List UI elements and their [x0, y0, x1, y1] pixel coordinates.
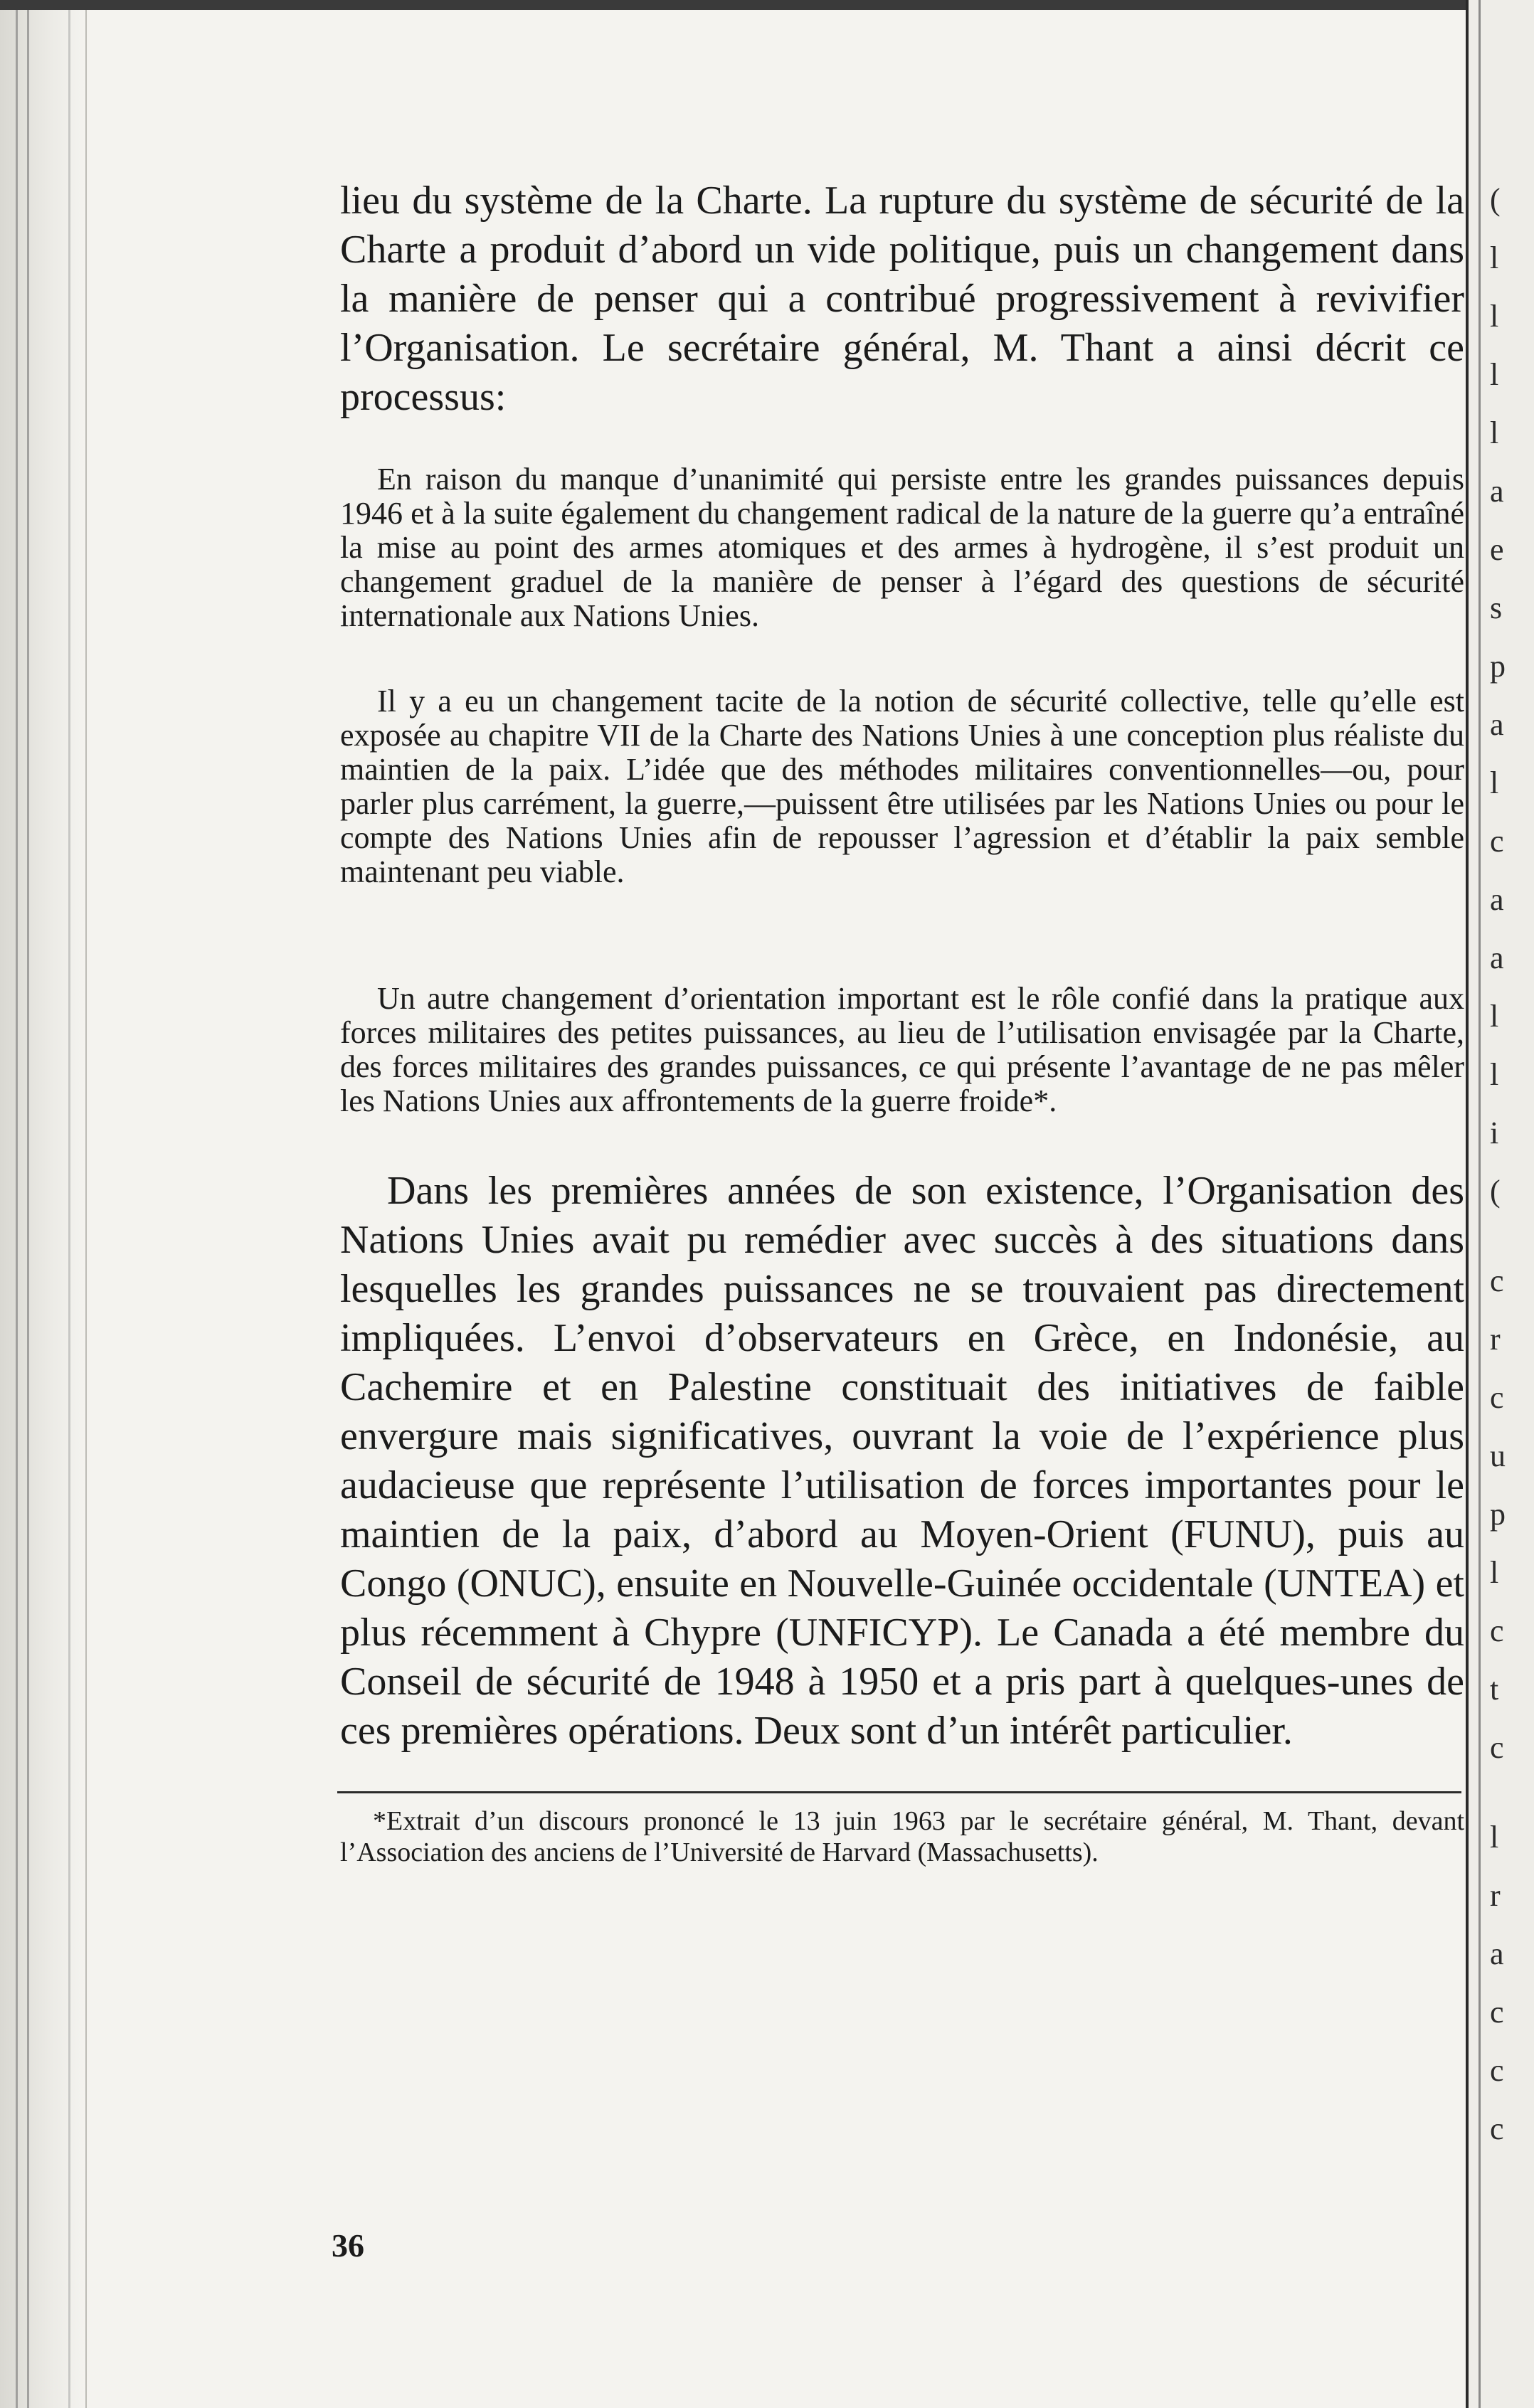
adjacent-letter: c — [1490, 1730, 1504, 1765]
adjacent-letter: ( — [1490, 1174, 1501, 1209]
adjacent-letter: c — [1490, 2053, 1504, 2088]
page-number: 36 — [332, 2227, 364, 2264]
block-quote-paragraph — [340, 982, 1464, 1118]
adjacent-page-fold — [1479, 0, 1481, 2408]
adjacent-letter: ( — [1490, 182, 1501, 217]
adjacent-letter: p — [1490, 1497, 1506, 1532]
block-quote-paragraph — [340, 684, 1464, 889]
adjacent-letter: a — [1490, 940, 1504, 975]
adjacent-letter: e — [1490, 532, 1504, 567]
adjacent-letter: c — [1490, 1380, 1504, 1415]
footnote-text: *Extrait d’un discours prononcé le 13 juin 1963 par le secrétaire général, M. Thant, devant l’Association des anciens de l’Université de Harvard (Massachusetts). — [340, 1806, 1464, 1867]
adjacent-letter: l — [1490, 240, 1499, 275]
adjacent-letter: l — [1490, 1555, 1499, 1590]
block-quote-paragraph — [340, 462, 1464, 633]
adjacent-letter: l — [1490, 1057, 1499, 1092]
adjacent-letter: a — [1490, 1936, 1504, 1971]
adjacent-letter: i — [1490, 1115, 1499, 1150]
adjacent-letter: c — [1490, 1995, 1504, 2030]
adjacent-letter: s — [1490, 590, 1503, 625]
adjacent-letter: c — [1490, 1613, 1504, 1648]
adjacent-letter: a — [1490, 474, 1504, 509]
book-spine-shadow — [0, 0, 87, 2408]
page-top-edge — [0, 0, 1534, 10]
adjacent-letter: a — [1490, 707, 1504, 742]
adjacent-letter: c — [1490, 824, 1504, 859]
adjacent-letter: c — [1490, 1263, 1504, 1298]
body-paragraph — [340, 176, 1464, 422]
quote-text: Il y a eu un changement tacite de la notion de sécurité collective, telle qu’elle est exposée au chapitre VII de la Charte des Nations Unies à une conception plus réaliste du maintien de la paix. L’idée que des méthodes militaires conventionnelles—ou, pour parler plus carrément, la guerre,—puissent être utilisées par les Nations Unies ou pour le compte des Nations Unies afin de repousser l’agression et d’établir la paix semble maintenant peu viable. — [340, 684, 1464, 889]
footnote-divider — [337, 1791, 1461, 1793]
quote-text: En raison du manque d’unanimité qui persiste entre les grandes puissances depuis 1946 et à la suite également du changement radical de la nature de la guerre qu’a entraîné la mise au point des armes atomiques et des armes à hydrogène, il s’est produit un changement graduel de la manière de penser à l’égard des questions de sécurité internationale aux Nations Unies. — [340, 462, 1464, 633]
adjacent-letter: p — [1490, 649, 1506, 684]
adjacent-letter: l — [1490, 999, 1499, 1034]
adjacent-letter: t — [1490, 1672, 1499, 1707]
adjacent-letter: r — [1490, 1322, 1501, 1357]
adjacent-page-letters — [1490, 171, 1506, 2158]
adjacent-letter: a — [1490, 882, 1504, 917]
adjacent-letter: c — [1490, 2111, 1504, 2146]
paragraph-text: Dans les premières années de son existence, l’Organisation des Nations Unies avait pu remédier avec succès à des situations dans lesquelles les grandes puissances ne se trouvaient pas directement impliquées. L’envoi d’observateurs en Grèce, en Indonésie, au Cachemire et en Palestine constituait des initiatives de faible envergure mais significatives, ouvrant la voie de l’expérience plus audacieuse que représente l’utilisation de forces importantes pour le maintien de la paix, d’abord au Moyen-Orient (FUNU), puis au Congo (ONUC), ensuite en Nouvelle-Guinée occidentale (UNTEA) et plus récemment à Chypre (UNFICYP). Le Canada a été membre du Conseil de sécurité de 1948 à 1950 et a pris part à quelques-unes de ces premières opérations. Deux sont d’un intérêt particulier. — [340, 1169, 1464, 1753]
adjacent-page-edge — [1466, 0, 1534, 2408]
adjacent-letter: l — [1490, 765, 1499, 800]
adjacent-letter: l — [1490, 357, 1499, 392]
adjacent-letter: u — [1490, 1438, 1506, 1473]
paragraph-text: lieu du système de la Charte. La rupture du système de sécurité de la Charte a produit d’abord un vide politique, puis un changement dans la manière de penser qui a contribué progressivement à revivifier l’Organisation. Le secrétaire général, M. Thant a ainsi décrit ce processus: — [340, 179, 1464, 419]
adjacent-letter: l — [1490, 299, 1499, 334]
adjacent-letter: l — [1490, 415, 1499, 450]
spine-line — [16, 0, 18, 2408]
quote-text: Un autre changement d’orientation important est le rôle confié dans la pratique aux forces militaires des petites puissances, au lieu de l’utilisation envisagée par la Charte, des forces militaires des grandes puissances, ce qui présente l’avantage de ne pas mêler les Nations Unies aux affrontements de la guerre froide*. — [340, 981, 1464, 1118]
spine-line — [68, 0, 70, 2408]
body-paragraph — [340, 1167, 1464, 1756]
adjacent-letter: r — [1490, 1878, 1501, 1913]
adjacent-letter: l — [1490, 1820, 1499, 1855]
footnote — [340, 1805, 1464, 1868]
spine-line — [27, 0, 29, 2408]
